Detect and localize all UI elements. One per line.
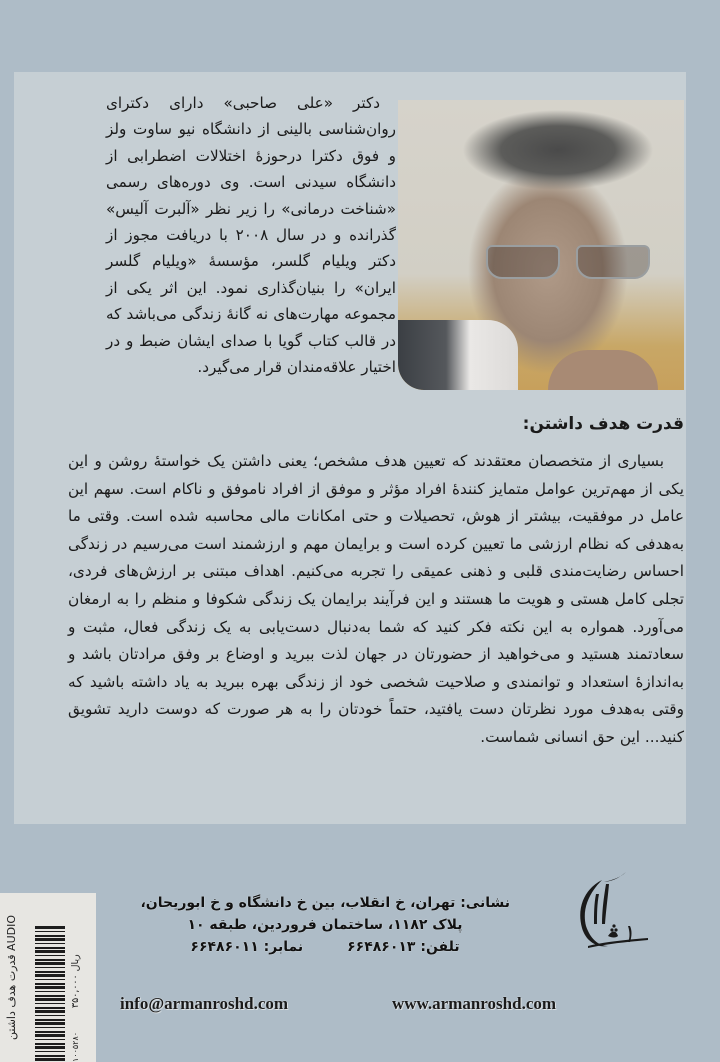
fax-number: نمابر: ۶۶۴۸۶۰۱۱	[190, 939, 304, 955]
phone-fax-row	[140, 936, 510, 958]
sticker-code: ۱۰۰۵۲۸۰	[71, 1031, 80, 1062]
publisher-logo	[568, 866, 662, 956]
section-heading: قدرت هدف داشتن:	[522, 414, 684, 434]
arman-calligraphy-logo-icon	[568, 866, 662, 956]
author-bio	[106, 90, 396, 380]
sticker-title: قدرت هدف داشتن AUDIO	[5, 915, 18, 1040]
glasses-lens-left	[486, 245, 560, 279]
glasses-lens-right	[576, 245, 650, 279]
section-paragraph: بسیاری از متخصصان معتقدند که تعیین هدف مشخص؛ یعنی داشتن یک خواستهٔ روشن و این یکی از مهم‌ترین عوامل متمایز کنندهٔ افراد مؤثر و موفق از افراد ناموفق و ناکام است. سهم این عامل در موفقیت، بیشتر از هوش، تحصیلات و حتی امکانات مالی محاسبه شده است. وقتی ما به‌هدفی که نظام ارزشی ما تعیین کرده است و برایمان مهم و ارزشمند است می‌رسیم در زندگی احساس رضایت‌مندی قلبی و ذهنی عمیقی را تجربه می‌کنیم. اهداف مبتنی بر ارزش‌های فردی، تجلی کامل هستی و هویت ما هستند و این فرآیند برایمان یک زندگی شکوفا و منظم را به ارمغان می‌آورد. همواره به این نکته فکر کنید که شما به‌دنبال دست‌یابی به یک زندگی فعال، مثبت و سعادتمند هستید و می‌خواهید از حضورتان در جهان لذت ببرید و اوضاع بر وفق مرادتان باشد و به‌اندازهٔ استعداد و توانمندی و صلاحیت شخصی خود از زندگی بهره ببرید به یاد داشته باشید که وقتی به‌هدف مورد نظرتان دست یافتید، حتماً خودتان را به هر صورت که دوست دارید تشویق کنید... این حق انسانی شماست.	[68, 452, 684, 746]
address-line-1: نشانی: تهران، خ انقلاب، بین خ دانشگاه و خ ابوریحان،	[140, 895, 510, 911]
publisher-email[interactable]: info@armanroshd.com	[120, 994, 289, 1013]
author-bio-text: دکتر «علی صاحبی» دارای دکترای روان‌شناسی بالینی از دانشگاه نیو ساوت ولز و فوق دکترا درحوزهٔ اختلالات اضطرابی از دانشگاه سیدنی است. وی دوره‌های رسمی «شناخت درمانی» را زیر نظر «آلبرت آلیس» گذرانده و در سال ۲۰۰۸ با دریافت مجوز از دکتر ویلیام گلسر، مؤسسهٔ «ویلیام گلسر ایران» را بنیان‌گذاری نمود. این اثر یکی از مجموعه مهارت‌های نه گانهٔ زندگی می‌باشد که در قالب کتاب گویا با صدای ایشان ضبط و در اختیار علاقه‌مندان قرار می‌گیرد.	[106, 94, 396, 377]
author-photo	[398, 100, 684, 390]
photo-hand	[548, 350, 658, 390]
barcode-icon	[35, 926, 65, 1062]
section-body	[68, 448, 684, 752]
barcode-sticker	[0, 893, 96, 1062]
sticker-price: ۳۵۰,۰۰۰ ریال	[70, 954, 81, 1008]
photo-shirt	[398, 320, 518, 390]
address-line-2: پلاک ۱۱۸۲، ساختمان فروردین، طبقه ۱۰	[187, 917, 463, 933]
phone-number: تلفن: ۶۶۴۸۶۰۱۳	[347, 939, 460, 955]
publisher-website[interactable]: www.armanroshd.com	[392, 994, 557, 1013]
publisher-address	[140, 892, 510, 958]
